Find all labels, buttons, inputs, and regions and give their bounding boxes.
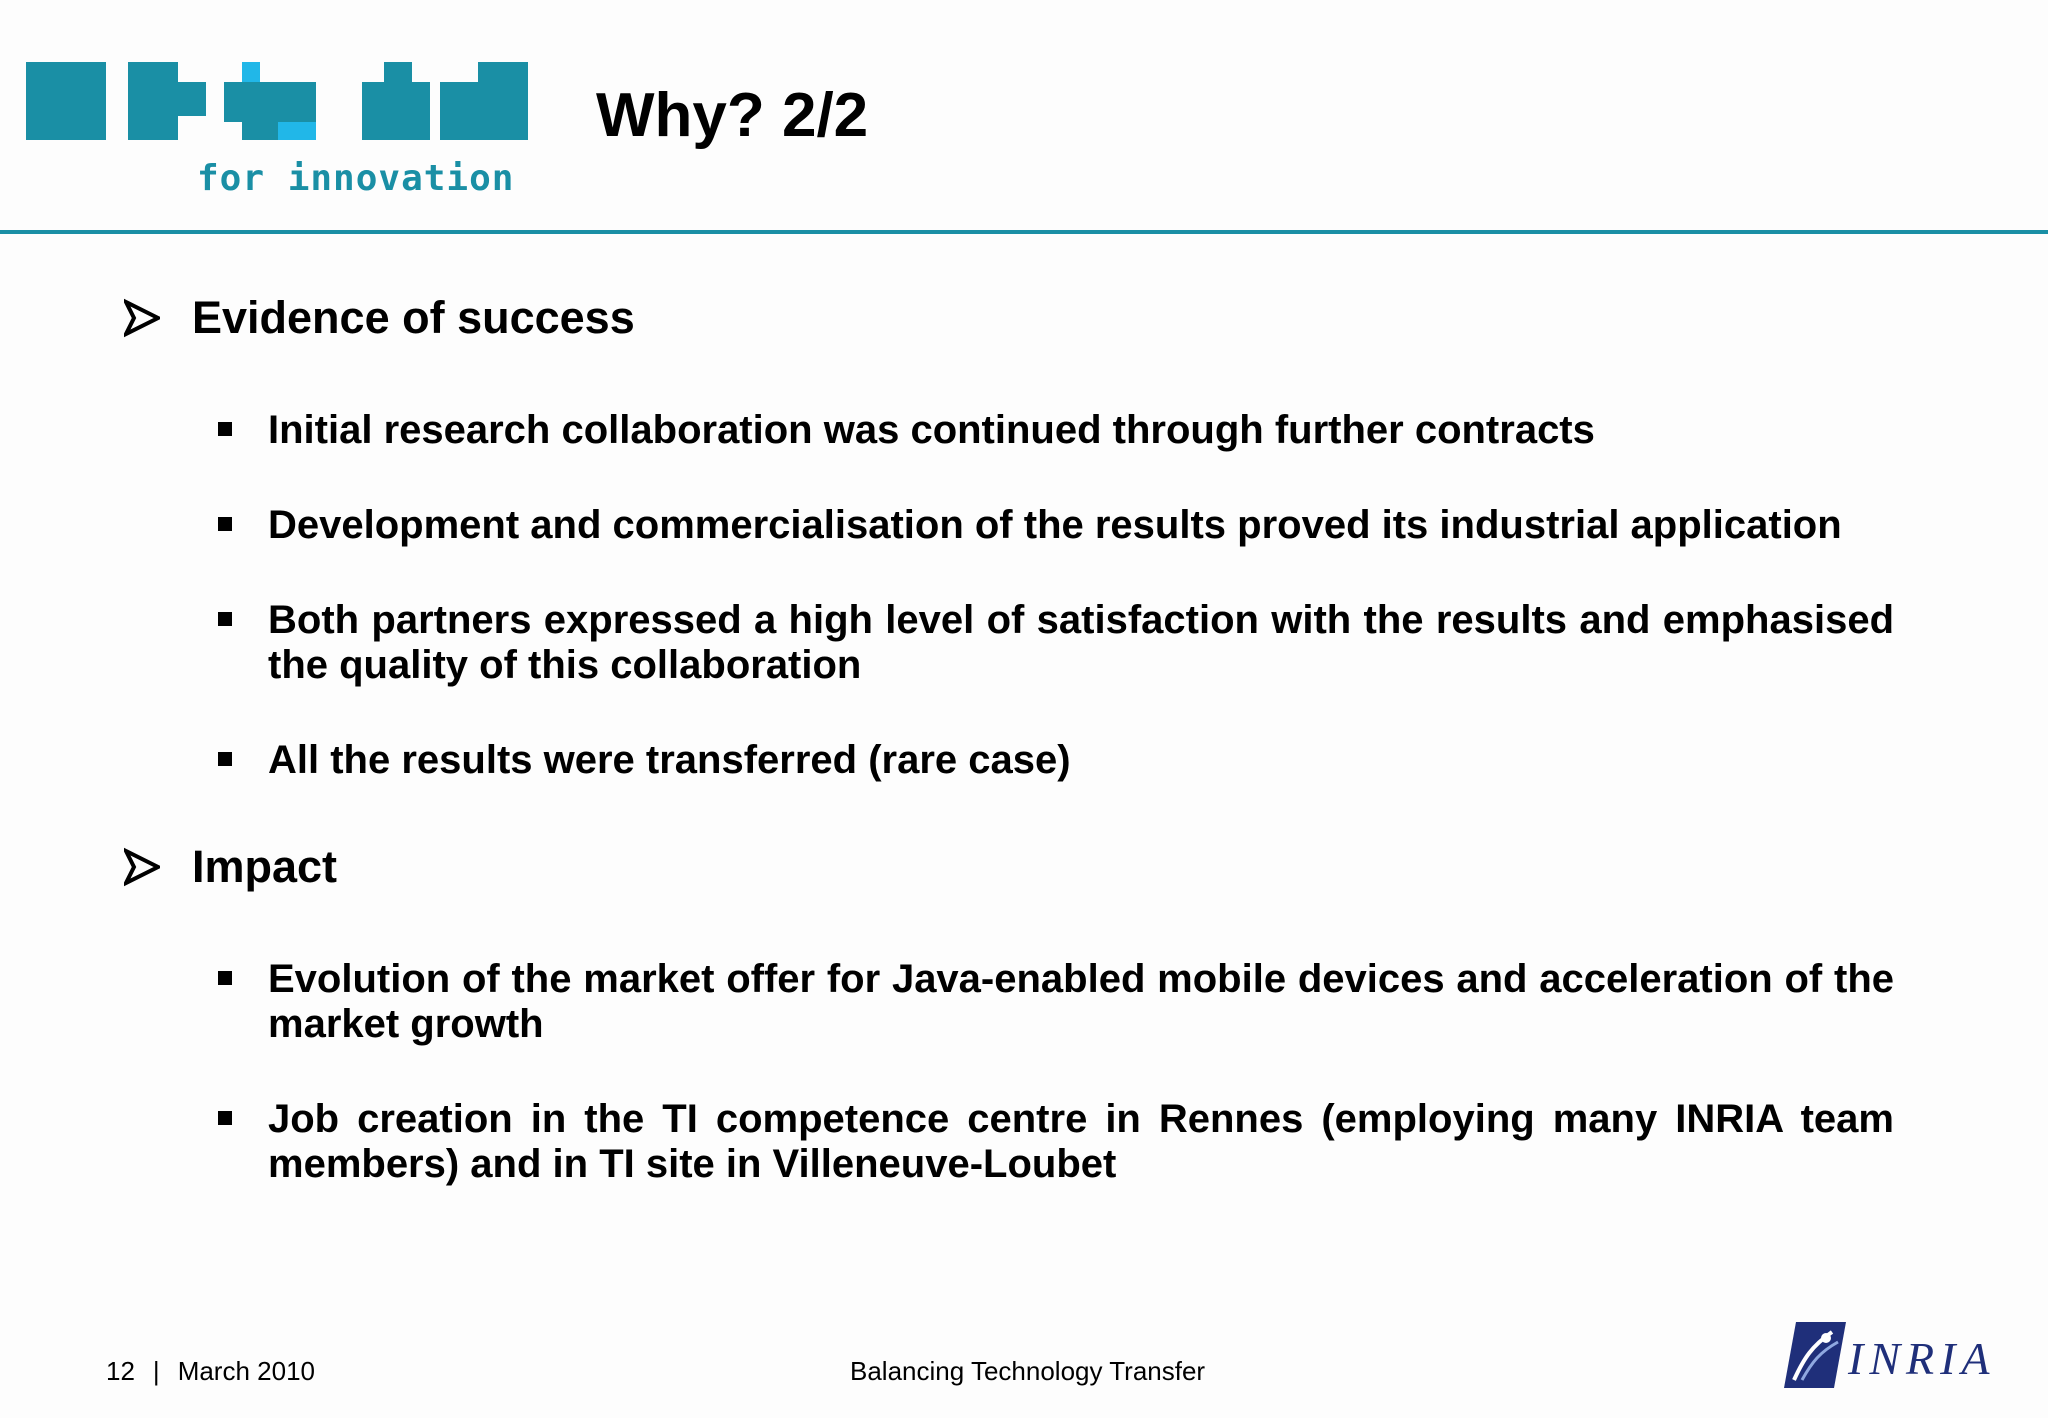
for-innovation-logo [22, 58, 532, 208]
bullet-text: Evolution of the market offer for Java-enabled mobile devices and acceleration of the market growth [268, 957, 1894, 1046]
footer-presentation-title: Balancing Technology Transfer [850, 1356, 1206, 1386]
bullet-text: Initial research collaboration was continued through further contracts [268, 408, 1595, 452]
section-header [120, 841, 1900, 893]
bullet-text: Job creation in the TI competence centre in Rennes (employing many INRIA team members) and in TI site in Villeneuve-Loubet [268, 1097, 1894, 1186]
footer-date: March 2010 [177, 1356, 315, 1386]
logo-tagline: for innovation [197, 158, 515, 199]
bullet-item [120, 957, 1900, 1047]
slide-content [120, 292, 1900, 1245]
bullet-list [120, 408, 1900, 783]
inria-emblem-icon [1782, 1318, 1848, 1392]
inria-wordmark: INRIA [1848, 1333, 1996, 1384]
arrow-bullet-icon [124, 847, 160, 887]
section-title: Impact [192, 841, 338, 892]
bullet-item [120, 598, 1900, 688]
square-bullet-icon [218, 422, 232, 436]
bullet-item [120, 1097, 1900, 1187]
page-number: 12 [106, 1356, 135, 1386]
footer-left [106, 1356, 315, 1387]
bullet-text: Both partners expressed a high level of satisfaction with the results and emphasised the quality of this collaboration [268, 598, 1894, 687]
section-header [120, 292, 1900, 344]
section-evidence [120, 292, 1900, 783]
footer-separator: | [152, 1356, 160, 1386]
header-divider [0, 230, 2048, 234]
square-bullet-icon [218, 971, 232, 985]
square-bullet-icon [218, 752, 232, 766]
arrow-bullet-icon [124, 298, 160, 338]
square-bullet-icon [218, 612, 232, 626]
bullet-text: All the results were transferred (rare case) [268, 738, 1071, 782]
inria-logo [1782, 1318, 2022, 1392]
square-bullet-icon [218, 517, 232, 531]
slide-title: Why? 2/2 [596, 81, 869, 150]
bullet-item [120, 408, 1900, 453]
bullet-list [120, 957, 1900, 1187]
section-title: Evidence of success [192, 292, 635, 343]
bullet-item [120, 503, 1900, 548]
section-impact [120, 841, 1900, 1187]
bullet-item [120, 738, 1900, 783]
bullet-text: Development and commercialisation of the results proved its industrial application [268, 503, 1842, 547]
square-bullet-icon [218, 1111, 232, 1125]
blocks-logo-icon [22, 58, 532, 148]
